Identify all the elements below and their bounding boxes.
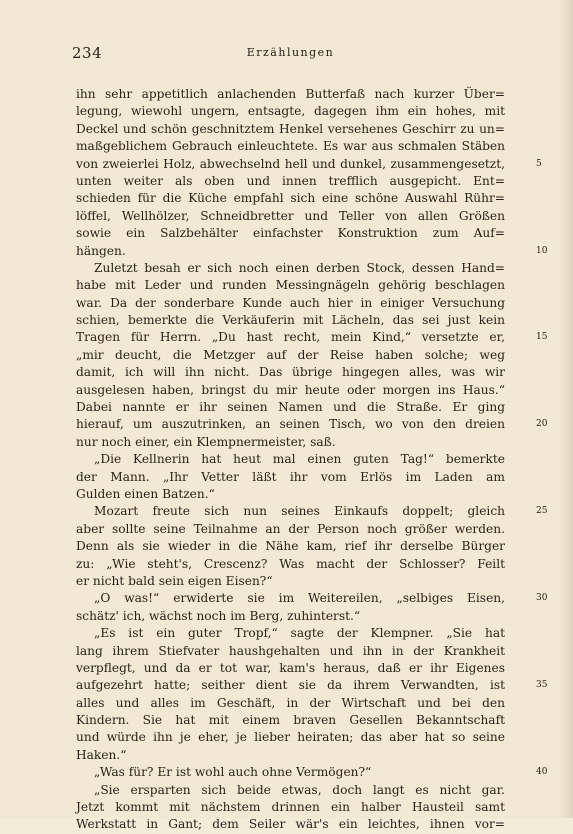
page-number: 234 xyxy=(72,44,103,62)
line-text: „Sie ersparten sich beide etwas, doch langt es nicht gar. xyxy=(94,782,505,797)
line-number: 35 xyxy=(536,680,548,691)
line-text: „Es ist ein guter Tropf,“ sagte der Klempner. „Sie hat xyxy=(94,626,505,641)
text-line xyxy=(76,243,548,260)
line-text: hängen. xyxy=(76,243,126,258)
line-text: Werkstatt in Gant; dem Seiler wär's ein leichtes, ihnen vor= xyxy=(76,817,505,832)
line-number: 5 xyxy=(536,158,542,169)
text-line xyxy=(76,138,505,155)
text-line xyxy=(76,712,505,729)
line-text: war. Da der sonderbare Kunde auch hier in einiger Versuchung xyxy=(76,295,505,310)
line-number: 15 xyxy=(536,332,548,343)
line-text: alles und alles im Geschäft, in der Wirtschaft und bei den xyxy=(76,695,505,710)
line-number: 30 xyxy=(536,593,548,604)
text-line xyxy=(76,816,505,833)
text-line xyxy=(76,782,505,799)
line-text: habe mit Leder und runden Messingnägeln gehörig beschlagen xyxy=(76,278,505,293)
line-text: und würde ihn je eher, je lieber heiraten; das aber hat so seine xyxy=(76,730,505,745)
text-line xyxy=(76,799,505,816)
text-line xyxy=(76,173,505,190)
text-line xyxy=(76,556,505,573)
line-text: hierauf, um auszutrinken, an seinen Tisch, wo von den dreien xyxy=(76,417,505,432)
line-text: Gulden einen Batzen.“ xyxy=(76,486,215,501)
line-text: „O was!“ erwiderte sie im Weitereilen, „selbiges Eisen, xyxy=(94,591,505,606)
line-text: Kindern. Sie hat mit einem braven Gesellen Bekanntschaft xyxy=(76,713,505,728)
text-line xyxy=(76,677,548,694)
text-line xyxy=(76,434,505,451)
line-number: 10 xyxy=(536,245,548,256)
text-line xyxy=(76,747,505,764)
text-line xyxy=(76,277,505,294)
text-line xyxy=(76,486,505,503)
text-line xyxy=(76,347,505,364)
text-line xyxy=(76,208,505,225)
line-text: sowie ein Salzbehälter einfachster Konstruktion zum Auf= xyxy=(76,226,505,241)
line-text: „mir deucht, die Metzger auf der Reise haben solche; weg xyxy=(76,347,505,362)
text-line xyxy=(76,695,505,712)
text-line xyxy=(76,260,505,277)
line-text: Mozart freute sich nun seines Einkaufs doppelt; gleich xyxy=(94,504,505,519)
text-line xyxy=(76,608,505,625)
text-line xyxy=(76,364,505,381)
line-text: Denn als sie wieder in die Nähe kam, rief ihr derselbe Bürger xyxy=(76,539,505,554)
text-line xyxy=(76,86,505,103)
text-line xyxy=(76,643,505,660)
text-line xyxy=(76,660,505,677)
text-line xyxy=(76,225,505,242)
line-number: 20 xyxy=(536,419,548,430)
line-text: von zweierlei Holz, abwechselnd hell und dunkel, zusammengesetzt, xyxy=(76,156,505,171)
text-line xyxy=(76,121,505,138)
line-text: unten weiter als oben und innen trefflich ausgepicht. Ent= xyxy=(76,173,505,188)
line-text: Tragen für Herrn. „Du hast recht, mein Kind,“ versetzte er, xyxy=(76,330,505,345)
line-text: „Die Kellnerin hat heut mal einen guten Tag!“ bemerkte xyxy=(94,452,505,467)
line-text: schieden für die Küche empfahl sich eine schöne Auswahl Rühr= xyxy=(76,191,505,206)
text-line xyxy=(76,503,548,520)
line-text: der Mann. „Ihr Vetter läßt ihr vom Erlös im Laden am xyxy=(76,469,505,484)
text-line xyxy=(76,416,548,433)
text-line xyxy=(76,156,542,173)
line-text: nur noch einer, ein Klempnermeister, saß. xyxy=(76,434,336,449)
line-text: Jetzt kommt mit nächstem drinnen ein halber Hausteil samt xyxy=(76,800,505,815)
text-line xyxy=(76,538,505,555)
text-line xyxy=(76,729,505,746)
line-text: schien, bemerkte die Verkäuferin mit Lächeln, das sei just kein xyxy=(76,313,505,328)
line-text: Deckel und schön geschnitztem Henkel versehenes Geschirr zu un= xyxy=(76,121,505,136)
line-text: „Was für? Er ist wohl auch ohne Vermögen?“ xyxy=(94,765,372,780)
line-text: aber sollte seine Teilnahme an der Person noch größer werden. xyxy=(76,521,505,536)
text-line xyxy=(76,312,505,329)
line-text: schätz' ich, wächst noch im Berg, zuhinterst.“ xyxy=(76,608,361,623)
line-text: ausgelesen haben, bringst du mir heute oder morgen ins Haus.“ xyxy=(76,382,505,397)
text-line xyxy=(76,295,505,312)
line-text: ihn sehr appetitlich anlachenden Butterfaß nach kurzer Über= xyxy=(76,87,505,101)
line-text: verpflegt, und da er tot war, kam's heraus, daß er ihr Eigenes xyxy=(76,660,505,675)
text-line xyxy=(76,451,505,468)
line-text: zu: „Wie steht's, Crescenz? Was macht der Schlosser? Feilt xyxy=(76,556,505,571)
text-line xyxy=(76,329,548,346)
body-text xyxy=(76,86,548,834)
line-text: maßgeblichem Gebrauch einleuchtete. Es war aus schmalen Stäben xyxy=(76,139,505,154)
text-line xyxy=(76,399,505,416)
text-line xyxy=(76,764,548,781)
page-header xyxy=(72,44,509,62)
text-line xyxy=(76,103,505,120)
text-line xyxy=(76,521,505,538)
line-text: lang ihrem Stiefvater haushgehalten und ihn in der Krankheit xyxy=(76,643,505,658)
text-line xyxy=(76,190,505,207)
line-text: er nicht bald sein eigen Eisen?“ xyxy=(76,573,273,588)
text-line xyxy=(76,625,505,642)
line-text: löffel, Wellhölzer, Schneidbretter und Teller von allen Größen xyxy=(76,208,505,223)
line-text: aufgezehrt hatte; seither dient sie da ihrem Verwandten, ist xyxy=(76,678,505,693)
line-text: damit, ich will ihn nicht. Das übrige hingegen alles, was wir xyxy=(76,365,505,380)
line-number: 40 xyxy=(536,767,548,778)
line-number: 25 xyxy=(536,506,548,517)
line-text: legung, wiewohl ungern, entsagte, dagegen ihm ein hohes, mit xyxy=(76,104,505,119)
line-text: Dabei nannte er ihr seinen Namen und die Straße. Er ging xyxy=(76,400,505,415)
text-line xyxy=(76,573,505,590)
line-text: Haken.“ xyxy=(76,747,127,762)
text-line xyxy=(76,590,548,607)
line-text: Zuletzt besah er sich noch einen derben Stock, dessen Hand= xyxy=(94,260,505,275)
text-line xyxy=(76,469,505,486)
text-line xyxy=(76,382,505,399)
running-head: Erzählungen xyxy=(246,46,335,59)
